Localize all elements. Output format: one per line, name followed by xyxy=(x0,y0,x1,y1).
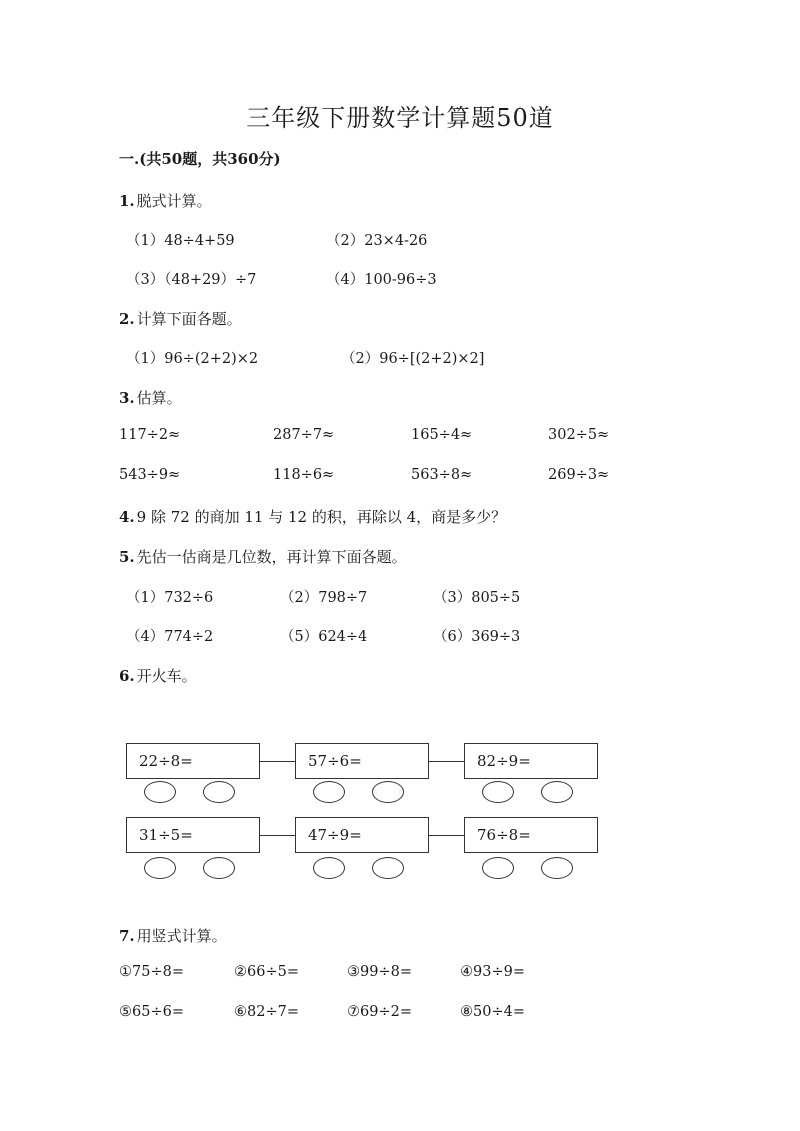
question-6 xyxy=(119,665,197,686)
train-car-3-label: 82÷9= xyxy=(477,752,531,770)
q2-item-1: （1）96÷(2+2)×2 xyxy=(126,351,259,367)
q5-item-5: （5）624÷4 xyxy=(280,629,368,645)
train-car-1 xyxy=(126,743,260,779)
train-car-6-label: 76÷8= xyxy=(477,826,531,844)
question-3-number: 3. xyxy=(119,389,135,407)
train-car-2-label: 57÷6= xyxy=(308,752,362,770)
answer-circle xyxy=(144,857,176,879)
question-6-text: 开火车。 xyxy=(136,667,197,685)
train-coupling xyxy=(429,835,464,836)
q3-item-7: 563÷8≈ xyxy=(411,467,473,483)
train-car-1-label: 22÷8= xyxy=(139,752,193,770)
question-3-text: 估算。 xyxy=(136,389,182,407)
q5-item-3: （3）805÷5 xyxy=(433,590,521,606)
question-1-text: 脱式计算。 xyxy=(136,192,212,210)
question-4-number: 4. xyxy=(119,508,135,526)
q5-item-2: （2）798÷7 xyxy=(280,590,368,606)
answer-circle xyxy=(541,781,573,803)
q3-item-4: 302÷5≈ xyxy=(548,427,610,443)
q3-item-8: 269÷3≈ xyxy=(548,467,610,483)
q7-item-5: ⑤65÷6= xyxy=(119,1004,184,1020)
train-coupling xyxy=(429,761,464,762)
answer-circle xyxy=(144,781,176,803)
train-car-3 xyxy=(464,743,598,779)
train-car-6 xyxy=(464,817,598,853)
question-4 xyxy=(119,506,506,527)
train-car-4-label: 31÷5= xyxy=(139,826,193,844)
q7-item-2: ②66÷5= xyxy=(234,964,299,980)
q7-item-4: ④93÷9= xyxy=(460,964,525,980)
train-car-4 xyxy=(126,817,260,853)
answer-circle xyxy=(541,857,573,879)
page-title: 三年级下册数学计算题50道 xyxy=(246,104,554,132)
q3-item-3: 165÷4≈ xyxy=(411,427,473,443)
question-3 xyxy=(119,387,182,408)
q5-item-6: （6）369÷3 xyxy=(433,629,521,645)
q7-item-6: ⑥82÷7= xyxy=(234,1004,299,1020)
q3-item-1: 117÷2≈ xyxy=(119,427,181,443)
question-7-text: 用竖式计算。 xyxy=(136,927,227,945)
answer-circle xyxy=(372,781,404,803)
q1-item-1: （1）48÷4+59 xyxy=(126,233,235,249)
section-heading: 一.(共50题，共360分) xyxy=(119,150,281,168)
answer-circle xyxy=(203,781,235,803)
train-coupling xyxy=(260,761,295,762)
question-2-number: 2. xyxy=(119,310,135,328)
train-car-2 xyxy=(295,743,429,779)
q7-item-1: ①75÷8= xyxy=(119,964,184,980)
answer-circle xyxy=(482,781,514,803)
train-car-5 xyxy=(295,817,429,853)
question-1 xyxy=(119,190,212,211)
question-1-number: 1. xyxy=(119,192,135,210)
question-6-number: 6. xyxy=(119,667,135,685)
question-2 xyxy=(119,308,242,329)
q7-item-3: ③99÷8= xyxy=(347,964,412,980)
q3-item-6: 118÷6≈ xyxy=(273,467,335,483)
question-5-number: 5. xyxy=(119,548,135,566)
train-car-5-label: 47÷9= xyxy=(308,826,362,844)
q1-item-4: （4）100-96÷3 xyxy=(326,272,437,288)
answer-circle xyxy=(313,857,345,879)
q2-item-2: （2）96÷[(2+2)×2] xyxy=(341,351,485,367)
q5-item-4: （4）774÷2 xyxy=(126,629,214,645)
answer-circle xyxy=(313,781,345,803)
q7-item-7: ⑦69÷2= xyxy=(347,1004,412,1020)
question-2-text: 计算下面各题。 xyxy=(136,310,242,328)
question-5-text: 先估一估商是几位数，再计算下面各题。 xyxy=(136,548,407,566)
q1-item-2: （2）23×4-26 xyxy=(326,233,428,249)
question-7 xyxy=(119,925,227,946)
train-coupling xyxy=(260,835,295,836)
q3-item-5: 543÷9≈ xyxy=(119,467,181,483)
q5-item-1: （1）732÷6 xyxy=(126,590,214,606)
answer-circle xyxy=(482,857,514,879)
q1-item-3: （3）（48+29）÷7 xyxy=(126,272,257,288)
question-7-number: 7. xyxy=(119,927,135,945)
q3-item-2: 287÷7≈ xyxy=(273,427,335,443)
question-4-text: 9 除 72 的商加 11 与 12 的积，再除以 4，商是多少？ xyxy=(136,508,507,526)
question-5 xyxy=(119,546,407,567)
q7-item-8: ⑧50÷4= xyxy=(460,1004,525,1020)
answer-circle xyxy=(203,857,235,879)
answer-circle xyxy=(372,857,404,879)
